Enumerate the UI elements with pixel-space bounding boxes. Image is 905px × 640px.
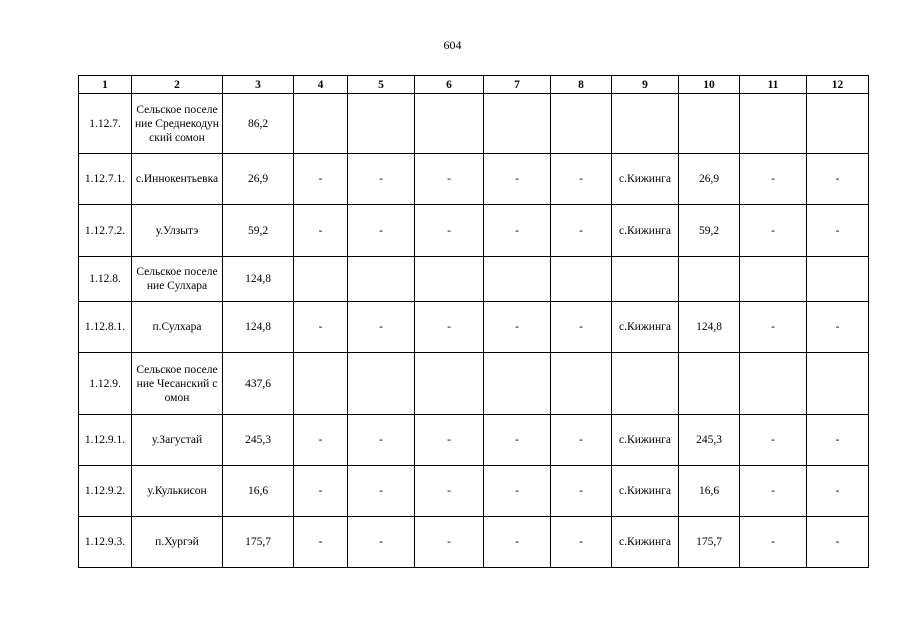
- table-cell: [679, 257, 740, 302]
- header-cell: 4: [294, 76, 348, 94]
- table-cell: [484, 257, 551, 302]
- table-cell: -: [415, 466, 484, 517]
- header-cell: 11: [740, 76, 807, 94]
- table-cell: [294, 353, 348, 415]
- row-code: 1.12.8.1.: [79, 302, 132, 353]
- header-cell: 9: [612, 76, 679, 94]
- center-name: с.Кижинга: [612, 517, 679, 568]
- table-cell: -: [415, 517, 484, 568]
- row-code: 1.12.7.1.: [79, 154, 132, 205]
- center-name: с.Кижинга: [612, 302, 679, 353]
- table-cell: [740, 257, 807, 302]
- table-cell: -: [484, 517, 551, 568]
- table-cell: [415, 94, 484, 154]
- area-value: 245,3: [223, 415, 294, 466]
- table-cell: 16,6: [679, 466, 740, 517]
- table-cell: [807, 94, 869, 154]
- center-name: [612, 94, 679, 154]
- table-cell: [551, 94, 612, 154]
- table-cell: -: [551, 302, 612, 353]
- table-cell: -: [807, 302, 869, 353]
- table-cell: [415, 257, 484, 302]
- settlement-name: Сельское поселение Сулхара: [132, 257, 223, 302]
- table-cell: -: [740, 415, 807, 466]
- table-row: [79, 353, 869, 415]
- table-cell: -: [484, 154, 551, 205]
- table-cell: 175,7: [679, 517, 740, 568]
- center-name: с.Кижинга: [612, 466, 679, 517]
- table-cell: -: [740, 302, 807, 353]
- table-cell: -: [348, 302, 415, 353]
- table-cell: -: [551, 205, 612, 257]
- table-cell: [740, 353, 807, 415]
- settlement-name: у.Загустай: [132, 415, 223, 466]
- header-cell: 5: [348, 76, 415, 94]
- table-cell: 59,2: [679, 205, 740, 257]
- table-cell: -: [740, 154, 807, 205]
- table-cell: -: [415, 154, 484, 205]
- table-cell: 245,3: [679, 415, 740, 466]
- table-cell: -: [484, 415, 551, 466]
- data-table: [78, 75, 869, 568]
- table-cell: -: [348, 205, 415, 257]
- table-row: [79, 205, 869, 257]
- table-cell: -: [807, 466, 869, 517]
- header-cell: 3: [223, 76, 294, 94]
- header-cell: 10: [679, 76, 740, 94]
- area-value: 124,8: [223, 302, 294, 353]
- table-cell: -: [484, 205, 551, 257]
- table-cell: -: [415, 205, 484, 257]
- table-cell: -: [294, 517, 348, 568]
- header-cell: 2: [132, 76, 223, 94]
- table-cell: -: [348, 415, 415, 466]
- settlement-name: п.Сулхара: [132, 302, 223, 353]
- settlement-name: у.Кулькисон: [132, 466, 223, 517]
- header-row: [79, 76, 869, 94]
- table-cell: [484, 353, 551, 415]
- table-row: [79, 466, 869, 517]
- header-cell: 1: [79, 76, 132, 94]
- table-cell: [807, 353, 869, 415]
- table-cell: -: [294, 302, 348, 353]
- table-cell: 124,8: [679, 302, 740, 353]
- row-code: 1.12.7.: [79, 94, 132, 154]
- row-code: 1.12.9.3.: [79, 517, 132, 568]
- settlement-name: п.Хургэй: [132, 517, 223, 568]
- table-cell: [348, 94, 415, 154]
- table-row: [79, 154, 869, 205]
- table-cell: -: [348, 466, 415, 517]
- table-cell: -: [551, 154, 612, 205]
- center-name: [612, 353, 679, 415]
- table-cell: -: [294, 154, 348, 205]
- table-cell: -: [740, 466, 807, 517]
- settlement-name: Сельское поселение Среднекодунский сомон: [132, 94, 223, 154]
- table-cell: -: [294, 205, 348, 257]
- area-value: 26,9: [223, 154, 294, 205]
- table-row: [79, 94, 869, 154]
- table-row: [79, 415, 869, 466]
- area-value: 175,7: [223, 517, 294, 568]
- settlement-name: Сельское поселение Чесанский сомон: [132, 353, 223, 415]
- table-row: [79, 257, 869, 302]
- table-cell: -: [807, 205, 869, 257]
- table-cell: [679, 94, 740, 154]
- table-cell: [348, 257, 415, 302]
- table-cell: -: [807, 415, 869, 466]
- table-cell: 26,9: [679, 154, 740, 205]
- area-value: 124,8: [223, 257, 294, 302]
- area-value: 16,6: [223, 466, 294, 517]
- header-cell: 12: [807, 76, 869, 94]
- table-row: [79, 302, 869, 353]
- table-cell: -: [484, 466, 551, 517]
- center-name: с.Кижинга: [612, 415, 679, 466]
- table-cell: -: [551, 466, 612, 517]
- area-value: 59,2: [223, 205, 294, 257]
- row-code: 1.12.9.1.: [79, 415, 132, 466]
- table-cell: -: [348, 517, 415, 568]
- table-cell: -: [294, 415, 348, 466]
- table-cell: [415, 353, 484, 415]
- table-cell: -: [740, 517, 807, 568]
- area-value: 86,2: [223, 94, 294, 154]
- table-row: [79, 517, 869, 568]
- table-cell: -: [807, 517, 869, 568]
- row-code: 1.12.9.2.: [79, 466, 132, 517]
- table-cell: -: [415, 415, 484, 466]
- table-cell: -: [551, 415, 612, 466]
- header-cell: 6: [415, 76, 484, 94]
- table-cell: -: [415, 302, 484, 353]
- settlement-name: с.Иннокентьевка: [132, 154, 223, 205]
- table-cell: [484, 94, 551, 154]
- table-cell: -: [348, 154, 415, 205]
- settlement-name: у.Улзытэ: [132, 205, 223, 257]
- row-code: 1.12.8.: [79, 257, 132, 302]
- area-value: 437,6: [223, 353, 294, 415]
- table-cell: -: [807, 154, 869, 205]
- page-number: 604: [443, 38, 462, 52]
- table-cell: [551, 257, 612, 302]
- table-cell: [294, 257, 348, 302]
- row-code: 1.12.7.2.: [79, 205, 132, 257]
- center-name: с.Кижинга: [612, 205, 679, 257]
- table-cell: [807, 257, 869, 302]
- table-cell: [294, 94, 348, 154]
- table-cell: [740, 94, 807, 154]
- header-cell: 7: [484, 76, 551, 94]
- table-cell: -: [484, 302, 551, 353]
- table-cell: [348, 353, 415, 415]
- table-cell: [679, 353, 740, 415]
- center-name: с.Кижинга: [612, 154, 679, 205]
- header-cell: 8: [551, 76, 612, 94]
- table-cell: -: [740, 205, 807, 257]
- table-cell: [551, 353, 612, 415]
- table-cell: -: [294, 466, 348, 517]
- center-name: [612, 257, 679, 302]
- table-cell: -: [551, 517, 612, 568]
- row-code: 1.12.9.: [79, 353, 132, 415]
